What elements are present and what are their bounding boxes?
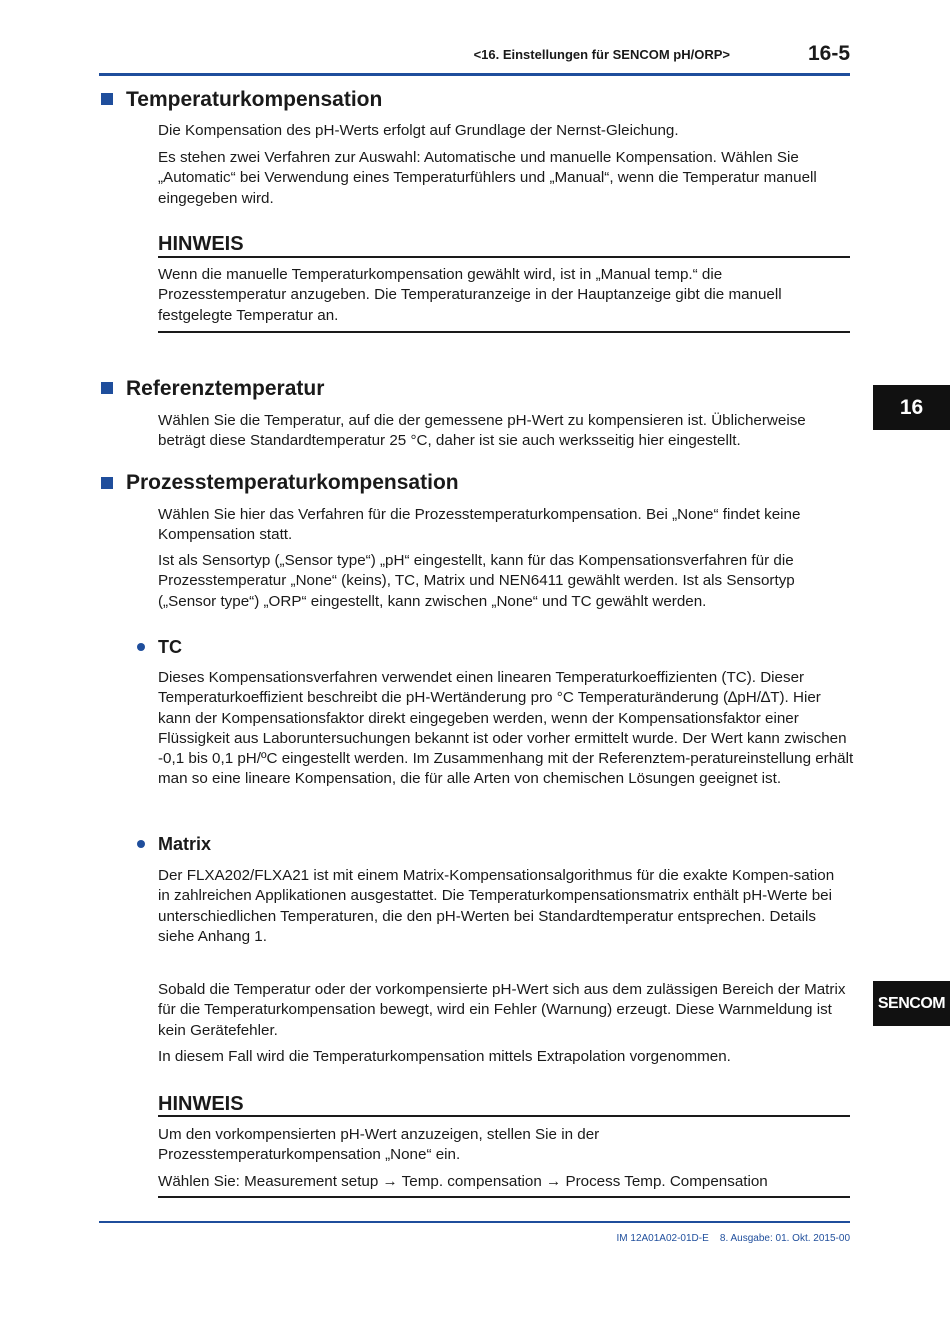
note-text: Wählen Sie: Measurement setup → Temp. compensation → Process Temp. Compensation bbox=[158, 1173, 768, 1190]
section-square-icon bbox=[101, 382, 113, 394]
note-rule-bottom bbox=[158, 331, 850, 333]
header-rule bbox=[99, 73, 850, 76]
section-square-icon bbox=[101, 93, 113, 105]
note-title: HINWEIS bbox=[158, 1093, 244, 1115]
note-title: HINWEIS bbox=[158, 233, 244, 255]
running-header-chapter: <16. Einstellungen für SENCOM pH/ORP> bbox=[473, 47, 730, 62]
note-text: Um den vorkompensierten pH-Wert anzuzeigen, stellen Sie in der Prozesstemperaturkompensation „None“ ein. bbox=[158, 1126, 600, 1164]
paragraph: Der FLXA202/FLXA21 ist mit einem Matrix-Kompensationsalgorithmus für die exakte Kompen-sation in zahlreichen Applikationen ausgestattet. Die Temperaturkompensationsmatrix enthält pH-Werte bei unterschiedlichen Temperaturen, die den pH-Werten bei Standardtemperatur entsprechen. Details siehe Anhang 1. bbox=[158, 867, 835, 945]
section-square-icon bbox=[101, 477, 113, 489]
footer-info bbox=[500, 1233, 850, 1244]
paragraph: Wählen Sie hier das Verfahren für die Prozesstemperaturkompensation. Bei „None“ findet keine Kompensation statt. bbox=[158, 506, 801, 544]
paragraph: Wählen Sie die Temperatur, auf die der gemessene pH-Wert zu kompensieren ist. Üblicherweise beträgt diese Standardtemperatur 25 °C, daher ist sie auch werksseitig hier eingestellt. bbox=[158, 412, 806, 450]
footer-rule bbox=[99, 1221, 850, 1223]
bullet-dot-icon bbox=[137, 840, 145, 848]
section-title-temperaturkompensation: Temperaturkompensation bbox=[126, 88, 383, 111]
paragraph: In diesem Fall wird die Temperaturkompensation mittels Extrapolation vorgenommen. bbox=[158, 1048, 731, 1065]
note-text: Wenn die manuelle Temperaturkompensation gewählt wird, ist in „Manual temp.“ die Prozesstemperatur anzugeben. Die Temperaturanzeige in der Hauptanzeige gibt die manuell festgelegte Temperatur an. bbox=[158, 266, 782, 324]
subsection-title-matrix: Matrix bbox=[158, 834, 212, 854]
subsection-title-tc: TC bbox=[158, 637, 182, 657]
paragraph: Es stehen zwei Verfahren zur Auswahl: Automatische und manuelle Kompensation. Wählen Sie „Automatic“ bei Verwendung eines Temperaturfühlers und „Manual“, wenn die Temperatur manuell eingegeben wird. bbox=[158, 149, 817, 207]
page-number: 16-5 bbox=[807, 42, 850, 65]
section-title-referenztemperatur: Referenztemperatur bbox=[126, 377, 325, 400]
document-id: IM 12A01A02-01D-E bbox=[616, 1233, 709, 1244]
chapter-tab: 16 bbox=[873, 385, 950, 430]
paragraph: Die Kompensation des pH-Werts erfolgt auf Grundlage der Nernst-Gleichung. bbox=[158, 122, 679, 139]
note-rule-top bbox=[158, 256, 850, 258]
paragraph: Ist als Sensortyp („Sensor type“) „pH“ eingestellt, kann für das Kompensationsverfahren für die Prozesstemperatur „None“ (keins), TC, Matrix und NEN6411 gewählt werden. Ist als Sensortyp („Sensor type“) „ORP“ eingestellt, kann zwischen „None“ und TC gewählt werden. bbox=[158, 552, 795, 610]
sencom-tab: SENCOM bbox=[873, 981, 950, 1026]
note-rule-top bbox=[158, 1115, 850, 1117]
paragraph: Dieses Kompensationsverfahren verwendet einen linearen Temperaturkoeffizienten (TC). Dieser Temperaturkoeffizient beschreibt die pH-Wertänderung pro °C Temperaturänderung (∆pH/∆T). Hier kann der Kompensationsfaktor direkt eingegeben werden, wenn der Kompensationsfaktor einer Flüssigkeit aus Laboruntersuchungen bekannt ist oder vorher ermittelt wurde. Der Wert kann zwischen -0,1 bis 0,1 pH/ºC eingestellt werden. Im Zusammenhang mit der Referenztem-peratureinstellung erhält man so eine lineare Kompensation, die für alle Arten von chemischen Lösungen geeignet ist. bbox=[158, 669, 854, 788]
edition-date: 8. Ausgabe: 01. Okt. 2015-00 bbox=[719, 1233, 850, 1244]
note-rule-bottom bbox=[158, 1196, 850, 1198]
paragraph: Sobald die Temperatur oder der vorkompensierte pH-Wert sich aus dem zulässigen Bereich der Matrix für die Temperaturkompensation bewegt, wird ein Fehler (Warnung) erzeugt. Diese Warnmeldung ist kein Gerätefehler. bbox=[158, 981, 846, 1039]
bullet-dot-icon bbox=[137, 643, 145, 651]
section-title-prozesstemperaturkompensation: Prozesstemperaturkompensation bbox=[126, 471, 459, 494]
